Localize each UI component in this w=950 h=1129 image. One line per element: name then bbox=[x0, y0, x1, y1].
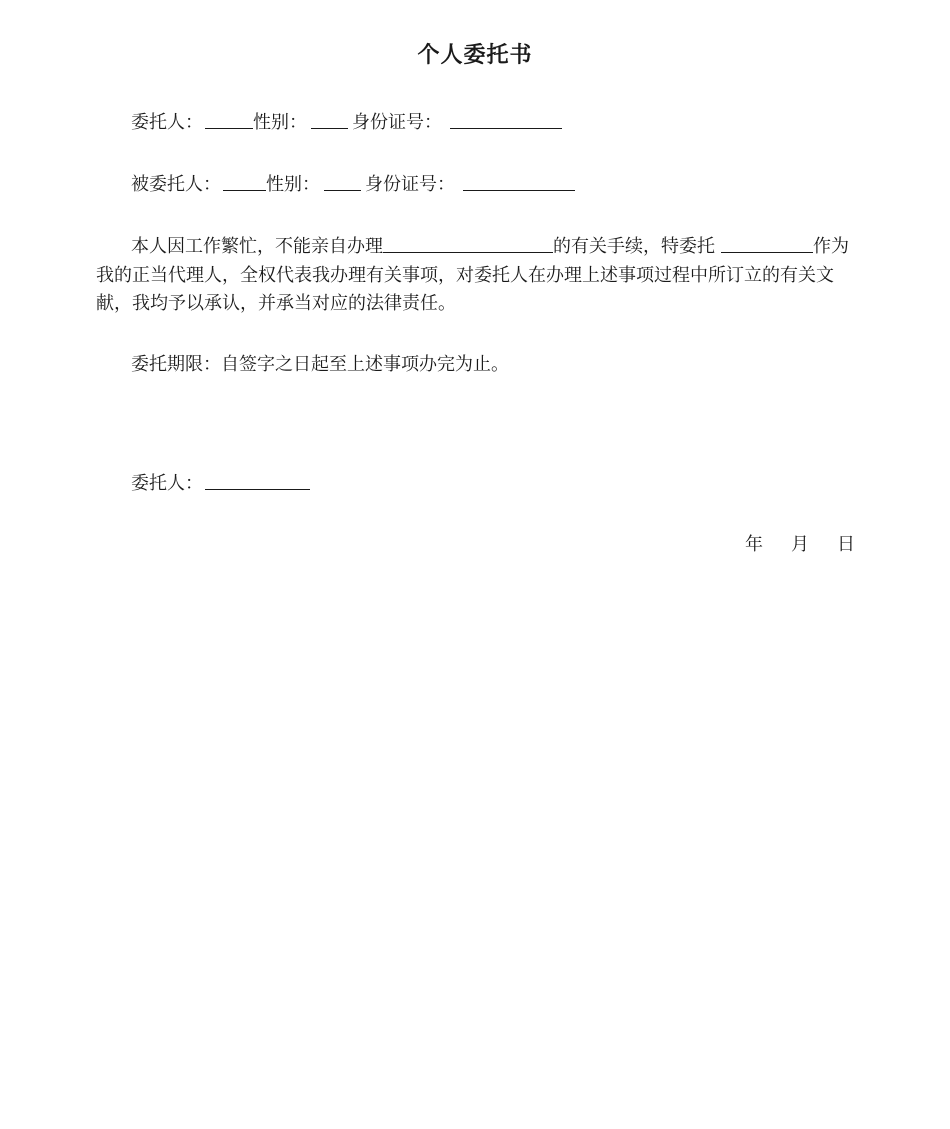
body-text-part3: 作为我的正当代理人，全权代表我办理有关事项，对委托人在办理上述事项过程中所订立的有关文献，我均予以承认，并承当对应的法律责任。 bbox=[96, 236, 849, 314]
agent-id-blank[interactable] bbox=[463, 171, 575, 191]
principal-id-blank[interactable] bbox=[450, 109, 562, 129]
date-row bbox=[745, 531, 855, 559]
body-paragraph bbox=[96, 232, 856, 319]
signature-label: 委托人： bbox=[131, 473, 203, 494]
agent-name-blank[interactable] bbox=[223, 171, 266, 191]
date-year-label: 年 bbox=[745, 534, 763, 555]
date-month-label: 月 bbox=[791, 534, 809, 555]
principal-label: 委托人： bbox=[131, 112, 203, 133]
agent-gender-blank[interactable] bbox=[324, 171, 361, 191]
agent-gender-label: 性别： bbox=[266, 174, 320, 195]
principal-gender-blank[interactable] bbox=[311, 109, 348, 129]
agent-line bbox=[96, 170, 854, 199]
document-title: 个人委托书 bbox=[417, 43, 533, 68]
principal-line bbox=[96, 108, 854, 137]
agent-label: 被委托人： bbox=[131, 174, 221, 195]
body-text-part1: 本人因工作繁忙，不能亲自办理 bbox=[131, 236, 383, 257]
matter-blank[interactable] bbox=[383, 233, 553, 253]
principal-name-blank[interactable] bbox=[205, 109, 253, 129]
principal-gender-label: 性别： bbox=[253, 112, 307, 133]
agent-name-body-blank[interactable] bbox=[721, 233, 813, 253]
body-text-part2: 的有关手续，特委托 bbox=[553, 236, 715, 257]
date-day-label: 日 bbox=[837, 534, 855, 555]
signature-blank[interactable] bbox=[205, 470, 310, 490]
agent-id-label: 身份证号： bbox=[365, 174, 455, 195]
signature-line bbox=[96, 469, 854, 498]
term-line: 委托期限：自签字之日起至上述事项办完为止。 bbox=[131, 354, 509, 375]
principal-id-label: 身份证号： bbox=[352, 112, 442, 133]
